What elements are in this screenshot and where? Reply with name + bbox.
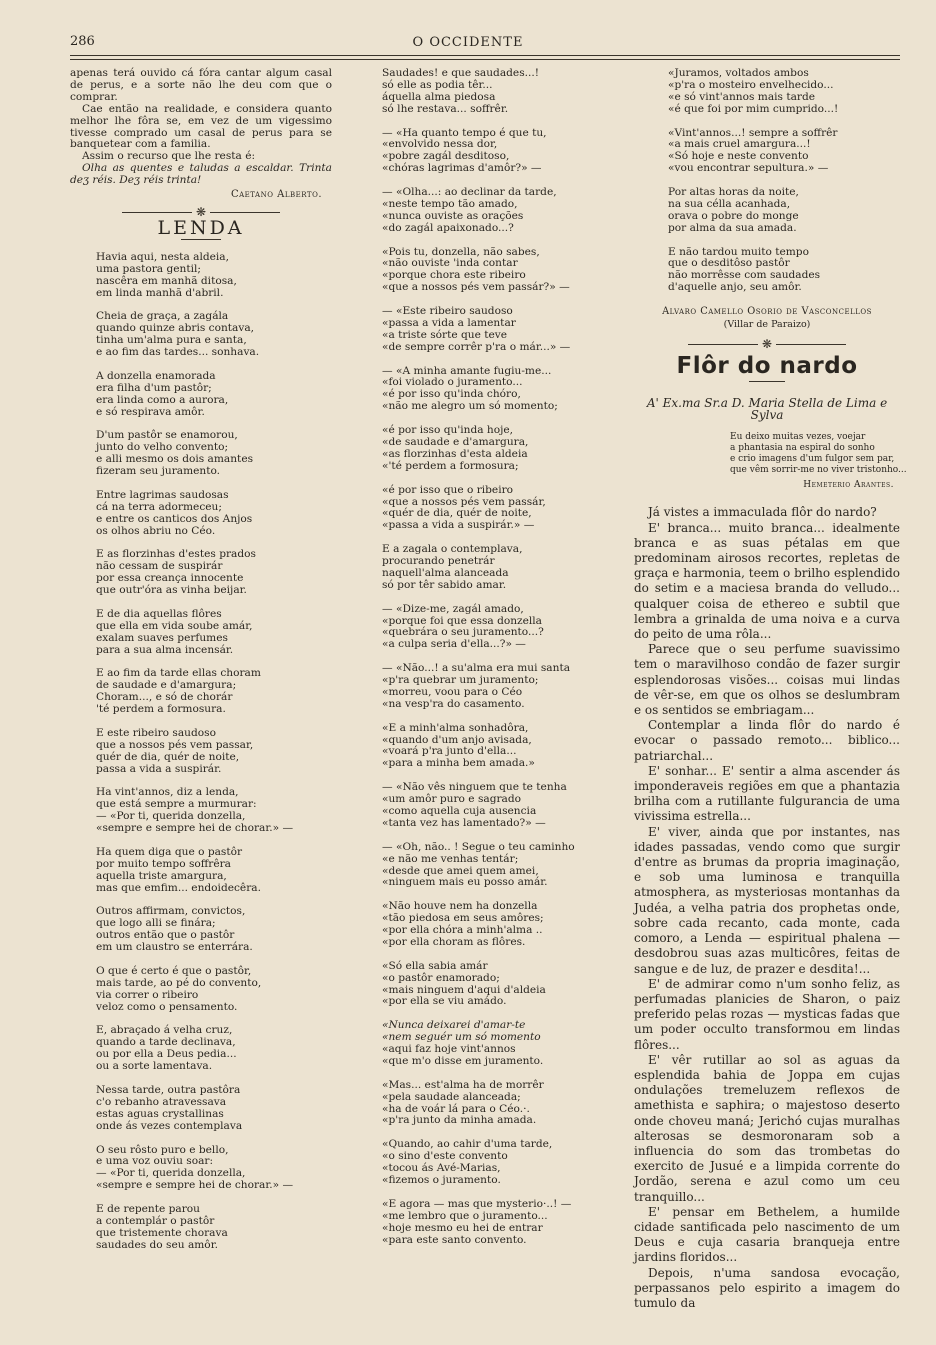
- verse-line: E de repente parou: [96, 1203, 200, 1216]
- verse-line: «como aquella cuja ausencia: [382, 805, 537, 817]
- verse-line: fizeram seu juramento.: [96, 465, 221, 478]
- verse-line: outros então que o pastôr: [96, 929, 235, 942]
- stanza: [70, 728, 332, 776]
- verse-line: «'té perdem a formosura;: [382, 459, 519, 472]
- verse-line: «p'ra o mosteiro envelhecido...: [668, 78, 834, 91]
- verse-line: E a zagala o contemplava,: [382, 543, 523, 556]
- verse-line: «E agora — mas que mysterio·..! —: [382, 1197, 572, 1210]
- verse-line: aquella triste amargura,: [96, 869, 227, 882]
- verse-line: — «Por ti, querida donzella,: [96, 1167, 246, 1180]
- title-rule: [181, 239, 221, 240]
- verse-line: «um amôr puro e sagrado: [382, 793, 522, 806]
- verse-line: E este ribeiro saudoso: [96, 726, 216, 739]
- header-rule: [70, 55, 900, 56]
- paragraph: Assim o recurso que lhe resta é:: [82, 150, 256, 163]
- verse-line: «o pastôr enamorado;: [382, 971, 500, 984]
- verse-line: «é por isso que o ribeiro: [382, 483, 514, 496]
- stanza: [70, 430, 332, 478]
- verse-line: — «A minha amante fugiu-me...: [382, 364, 552, 377]
- stanza: [70, 1025, 332, 1073]
- verse-line: — «Olha...: ao declinar da tarde,: [382, 186, 557, 199]
- verse-line: áquella alma piedosa: [382, 90, 496, 103]
- poem-author-place: (Villar de Paraizo): [723, 318, 811, 330]
- verse-line: e ao fim das tardes... sonhava.: [96, 346, 260, 359]
- verse-line: Ha vint'annos, diz a lenda,: [96, 786, 239, 799]
- verse-line: «quando d'um anjo avisada,: [382, 733, 532, 746]
- verse-line: «Pois tu, donzella, não sabes,: [382, 245, 540, 258]
- verse-line: «neste tempo tão amado,: [382, 197, 518, 210]
- verse-line: «tão piedosa em seus amôres;: [382, 912, 544, 925]
- stanza: [70, 668, 332, 716]
- page-number: 286: [70, 34, 95, 49]
- verse-line: E as florzinhas d'estes prados: [96, 548, 256, 561]
- verse-line: saudades do seu amôr.: [96, 1238, 218, 1251]
- verse-line: «que a nossos pés vem passár?» —: [382, 281, 570, 294]
- verse-line: «E a minh'alma sonhadôra,: [382, 721, 529, 734]
- verse-line: não cessam de suspirár: [96, 560, 223, 573]
- verse-line: «mais ninguem d'aqui d'aldeia: [382, 983, 546, 996]
- verse-line: que tristemente chorava: [96, 1226, 228, 1239]
- stanza: [70, 1204, 332, 1252]
- stanza: [70, 371, 332, 419]
- verse-line: — «Oh, não.. ! Segue o teu caminho: [382, 840, 575, 853]
- verse-line: «hoje mesmo eu hei de entrar: [382, 1221, 543, 1234]
- verse-line: não morrêsse com saudades: [668, 269, 821, 282]
- verse-line: «ha de voár lá para o Céo.·.: [382, 1102, 530, 1115]
- verse-line: via correr o ribeiro: [96, 988, 199, 1001]
- verse-line: «a triste sórte que teve: [382, 328, 507, 341]
- verse-line: «na vesp'ra do casamento.: [382, 697, 525, 710]
- column-middle: [368, 68, 598, 1258]
- verse-line: orava o pobre do monge: [668, 209, 799, 222]
- verse-line: «por ella choram as flôres.: [382, 935, 526, 948]
- verse-line: d'aquelle anjo, seu amôr.: [668, 281, 802, 294]
- stanza: [368, 366, 598, 414]
- verse-line: só lhe restava... soffrêr.: [382, 102, 509, 115]
- column-right: [634, 67, 907, 1311]
- journal-title: O OCCIDENTE: [412, 35, 524, 50]
- verse-line: Ha quem diga que o pastôr: [96, 845, 243, 858]
- verse-line: «envolvido nessa dor,: [382, 138, 498, 151]
- stanza: [368, 1020, 598, 1068]
- verse-line: por essa creança innocente: [96, 572, 244, 585]
- verse-line: «passa a vida a suspirár.» —: [382, 519, 535, 532]
- verse-line: para a sua alma incensár.: [96, 643, 234, 656]
- verse-line: «por ella se viu amádo.: [382, 995, 507, 1008]
- stanza: [368, 961, 598, 1009]
- stanza: [368, 1199, 598, 1247]
- epigraph-line: Eu deixo muitas vezes, voejar: [730, 431, 866, 442]
- verse-line: «não ouviste 'inda contar: [382, 257, 518, 270]
- stanza: [368, 1139, 598, 1187]
- verse-line: — «Ha quanto tempo é que tu,: [382, 126, 547, 139]
- verse-line: Nessa tarde, outra pastôra: [96, 1084, 241, 1096]
- verse-line: Havia aqui, nesta aldeia,: [96, 250, 229, 263]
- verse-line: «a culpa seria d'ella...?» —: [382, 638, 526, 651]
- verse-line: «voará p'ra junto d'ella...: [382, 745, 517, 758]
- verse-line: Saudades! e que saudades...!: [382, 67, 540, 79]
- stanza: [70, 787, 332, 835]
- paragraph: Já vistes a immaculada flôr do nardo?: [648, 505, 877, 520]
- verse-line: «as florzinhas d'esta aldeia: [382, 447, 528, 460]
- verse-line: a contemplár o pastôr: [96, 1214, 215, 1227]
- verse-line: ou por ella a Deus pedia...: [96, 1048, 237, 1061]
- verse-line: e alli mesmo os dois amantes: [96, 453, 254, 466]
- verse-line: era linda como a aurora,: [96, 393, 229, 406]
- verse-line: que logo alli se finára;: [96, 917, 216, 930]
- verse-line: «é que foi por mim cumprido...!: [668, 102, 839, 115]
- epigraph-line: que vêm sorrir-me no viver tristonho...: [730, 464, 907, 475]
- verse-line: «por ella chóra a minh'alma ..: [382, 924, 543, 937]
- verse-line: «que a nossos pés vem passár,: [382, 495, 546, 508]
- verse-line: os olhos abriu no Céo.: [96, 524, 216, 537]
- verse-line: «Nunca deixarei d'amar-te: [382, 1019, 526, 1032]
- verse-line: «Juramos, voltados ambos: [668, 67, 809, 79]
- verse-line: «pela saudade alanceada;: [382, 1090, 521, 1103]
- paragraph: E' branca... muito branca... idealmente branca e as suas pétalas em que predominam airosos recortes, repletas de graça e harmonia, teem o brilho esplendido do setim e a maciesa branda do velludo... qualquer coisa de ethereo e subtil que lembra a grinalda de uma noiva e a curva do peito de uma rôla...: [634, 520, 900, 642]
- verse-line: que está sempre a murmurar:: [96, 798, 257, 811]
- verse-line: «quér de dia, quér de noite,: [382, 507, 532, 520]
- verse-line: «p'ra quebrar um juramento;: [382, 674, 539, 687]
- verse-line: por muito tempo soffrêra: [96, 857, 232, 870]
- verse-line: «foi violado o juramento...: [382, 376, 523, 389]
- verse-line: «vou encontrar sepultura.» —: [668, 162, 829, 175]
- stanza: [368, 68, 598, 116]
- column-left: [70, 68, 332, 1264]
- verse-line: E, abraçado á velha cruz,: [96, 1024, 233, 1037]
- stanza: [70, 1085, 332, 1133]
- verse-line: 'té perdem a formosura.: [96, 703, 226, 716]
- epigraph: [730, 431, 907, 476]
- verse-line: O seu rôsto puro e bello,: [96, 1143, 229, 1156]
- stanza: [368, 187, 598, 235]
- verse-line: tinha um'alma pura e santa,: [96, 334, 247, 347]
- verse-line: O que é certo é que o pastôr,: [96, 964, 252, 977]
- verse-line: A donzella enamorada: [96, 369, 216, 382]
- fleuron-ornament: ❋: [70, 207, 332, 219]
- verse-line: «aqui faz hoje vint'annos: [382, 1043, 516, 1056]
- verse-line: «Só ella sabia amár: [382, 959, 488, 972]
- paragraph: Contemplar a linda flôr do nardo é evocar o passado remoto... biblico... patriarchal...: [634, 718, 900, 763]
- stanza: [70, 609, 332, 657]
- verse-line: que ella em vida soube amár,: [96, 619, 253, 632]
- verse-line: quando a tarde declinava,: [96, 1036, 236, 1049]
- verse-line: estas aguas crystallinas: [96, 1107, 224, 1120]
- verse-line: «me lembro que o juramento...: [382, 1209, 548, 1222]
- verse-line: E ao fim da tarde ellas choram: [96, 667, 261, 680]
- verse-line: — «Por ti, querida donzella,: [96, 810, 246, 823]
- verse-line: quér de dia, quér de noite,: [96, 750, 240, 763]
- stanza: [70, 847, 332, 895]
- article-body: [634, 505, 900, 1311]
- verse-line: «Quando, ao cahir d'uma tarde,: [382, 1138, 553, 1151]
- verse-line: «morreu, voou para o Céo: [382, 685, 523, 698]
- paragraph-italic: Olha as quentes e taludas a escaldar. Trinta deʒ réis. Deʒ réis trinta!: [70, 162, 332, 187]
- poem-title: LENDA: [157, 216, 245, 239]
- verse-line: e entre os canticos dos Anjos: [96, 512, 253, 525]
- verse-line: «a mais cruel amargura...!: [668, 138, 811, 151]
- verse-line: «Vint'annos...! sempre a soffrêr: [668, 126, 838, 139]
- verse-line: de saudade e d'amargura;: [96, 679, 237, 692]
- verse-line: «de sempre corrêr p'ra o már...» —: [382, 340, 571, 353]
- verse-line: «p'ra junto da minha amada.: [382, 1114, 537, 1127]
- stanza: [368, 128, 598, 176]
- stanza: [368, 842, 598, 890]
- stanza: [368, 247, 598, 295]
- verse-line: «tocou ás Avé-Marias,: [382, 1162, 501, 1175]
- verse-line: ou a sorte lamentava.: [96, 1060, 213, 1073]
- verse-line: «quebrára o seu juramento...?: [382, 626, 544, 639]
- verse-line: «Só hoje e neste convento: [668, 150, 809, 163]
- verse-line: «passa a vida a lamentar: [382, 316, 516, 329]
- verse-line: «é por isso qu'inda hoje,: [382, 424, 514, 437]
- verse-line: «nem seguér um só momento: [382, 1031, 541, 1044]
- title-rule: [749, 381, 785, 382]
- verse-line: — «Dize-me, zagál amado,: [382, 602, 524, 615]
- verse-line: que a nossos pés vem passar,: [96, 738, 254, 751]
- stanza: [70, 490, 332, 538]
- poem-body-ending: [634, 68, 900, 294]
- epigraph-signature: Hemeterio Arantes.: [803, 479, 894, 490]
- verse-line: «fizemos o juramento.: [382, 1174, 501, 1186]
- stanza: [70, 1145, 332, 1193]
- epigraph-line: a phantasia na espiral do sonho: [730, 442, 875, 453]
- verse-line: naquell'alma alanceada: [382, 566, 509, 579]
- fleuron-ornament: ❋: [634, 339, 900, 351]
- verse-line: — «Não vês ninguem que te tenha: [382, 781, 567, 794]
- stanza: [368, 663, 598, 711]
- verse-line: só por têr sabido amar.: [382, 578, 507, 591]
- verse-line: «chóras lagrimas d'amôr?» —: [382, 162, 542, 175]
- verse-line: «Mas... est'alma ha de morrêr: [382, 1078, 544, 1091]
- verse-line: «para este santo convento.: [382, 1233, 527, 1246]
- verse-line: «sempre e sempre hei de chorar.» —: [96, 1179, 294, 1192]
- verse-line: «porque chora este ribeiro: [382, 269, 526, 282]
- verse-line: cá na terra adormeceu;: [96, 500, 222, 513]
- verse-line: E não tardou muito tempo: [668, 245, 809, 258]
- verse-line: era filha d'um pastôr;: [96, 381, 212, 394]
- verse-line: — «Não...! a su'alma era mui santa: [382, 662, 571, 675]
- article-ending: [70, 68, 332, 187]
- verse-line: Por altas horas da noite,: [668, 186, 799, 199]
- paragraph: E' sonhar... E' sentir a alma ascender ás imponderaveis regiões em que a phantazia brilha com a rutillante fulgurancia de uma vivissima estrella...: [634, 763, 900, 824]
- verse-line: «desde que amei quem amei,: [382, 864, 539, 877]
- verse-line: só elle as podia têr...: [382, 78, 493, 91]
- stanza: [368, 485, 598, 533]
- verse-line: que o desditôso pastôr: [668, 257, 790, 270]
- stanza: [368, 604, 598, 652]
- paragraph: Cae então na realidade, e considera quanto melhor lhe fôra se, em vez de um vigessimo tivesse comprado um casal de perus para se banquetear com a familia.: [70, 102, 332, 151]
- paragraph: E' pensar em Bethelem, a humilde cidade santificada pelo nascimento de um Deus e cuja casaria branqueja entre jardins floridos...: [634, 1204, 900, 1265]
- verse-line: E de dia aquellas flôres: [96, 607, 222, 620]
- verse-line: e só respirava amôr.: [96, 405, 205, 418]
- verse-line: procurando penetrár: [382, 555, 495, 568]
- verse-line: que outr'óra as vinha beijar.: [96, 584, 247, 597]
- verse-line: «pobre zagál desditoso,: [382, 150, 510, 163]
- verse-line: «o sino d'este convento: [382, 1150, 508, 1163]
- stanza: [70, 906, 332, 954]
- verse-line: «é por isso qu'inda chóro,: [382, 388, 521, 401]
- author-signature: Caetano Alberto.: [230, 189, 322, 201]
- verse-line: «não me alegro um só momento;: [382, 400, 558, 413]
- verse-line: em um claustro se enterrára.: [96, 941, 253, 954]
- verse-line: «de saudade e d'amargura,: [382, 436, 529, 448]
- stanza: [368, 425, 598, 473]
- verse-line: «para a minha bem amada.»: [382, 757, 535, 770]
- poem-body-continued: [368, 68, 598, 1246]
- verse-line: D'um pastôr se enamorou,: [96, 429, 238, 442]
- stanza: [634, 187, 900, 235]
- poem-author-signature: Alvaro Camello Osorio de Vasconcellos: [662, 306, 872, 318]
- verse-line: onde ás vezes contemplava: [96, 1119, 243, 1132]
- epigraph-line: e crio imagens d'um fulgor sem par,: [730, 453, 895, 464]
- header-rule-thin: [70, 59, 900, 60]
- verse-line: nascêra em manhã ditosa,: [96, 274, 237, 287]
- verse-line: «do zagál apaixonado...?: [382, 221, 514, 234]
- stanza: [368, 723, 598, 771]
- verse-line: c'o rebanho atravessava: [96, 1095, 227, 1108]
- stanza: [368, 782, 598, 830]
- paragraph: Parece que o seu perfume suavissimo tem o maravilhoso condão de fazer surgir esplendorosas visões... coisas mui lindas de vêr-se, em que os olhos se deslumbram e os sentidos se embriagam...: [634, 642, 900, 718]
- verse-line: quando quinze abris contava,: [96, 322, 255, 335]
- paragraph: Depois, n'uma sandosa evocação, perpassanos pelo espirito a imagem do tumulo da: [634, 1265, 900, 1310]
- paragraph: E' vêr rutillar ao sol as aguas da esplendida bahia de Joppa em cujas ondulações tremeluzem reflexos de amethista e saphira; o majestoso deserto onde choveu maná; Jerichó cujas muralhas alterosas se desmoronaram sob a influencia do som das trombetas do exercito de Jusué e a limpida corrente do Jordão, serena e azul como um ceu tranquillo...: [634, 1052, 900, 1204]
- verse-line: uma pastora gentil;: [96, 262, 201, 275]
- stanza: [70, 549, 332, 597]
- paragraph: E' viver, ainda que por instantes, nas idades passadas, vendo como que surgir d'entre as brumas da propria imaginação, e sob uma luminosa e tranquilla atmosphera, as mysteriosas montanhas da Judéa, a velha patria dos prophetas onde, sobre cada recanto, cada monte, cada comoro, a Lenda — espiritual phalena — desdobrou suas azas multicôres, feitas de sangue e de luz, de prazer e desdita!...: [634, 824, 900, 976]
- stanza: [634, 68, 900, 116]
- verse-line: «porque foi que essa donzella: [382, 614, 542, 627]
- stanza: [70, 966, 332, 1014]
- stanza: [70, 252, 332, 300]
- verse-line: Choram..., e só de chorár: [96, 691, 233, 704]
- verse-line: passa a vida a suspirár.: [96, 762, 222, 775]
- verse-line: «e não me venhas tentár;: [382, 852, 519, 865]
- verse-line: na sua célla acanhada,: [668, 197, 791, 210]
- verse-line: Cheia de graça, a zagála: [96, 310, 229, 323]
- stanza: [70, 311, 332, 359]
- verse-line: mas que emfim... endoidecêra.: [96, 881, 261, 894]
- verse-line: mais tarde, ao pé do convento,: [96, 976, 262, 989]
- verse-line: «que m'o disse em juramento.: [382, 1054, 544, 1067]
- verse-line: «ninguem mais eu posso amár.: [382, 876, 548, 889]
- dedication: A' Ex.ma Sr.a D. Maria Stella de Lima e Sylva: [646, 395, 888, 422]
- verse-line: — «Este ribeiro saudoso: [382, 305, 513, 318]
- stanza: [368, 544, 598, 592]
- paragraph: apenas terá ouvido cá fóra cantar algum casal de perus, e a sorte não lhe deu com que o comprar.: [70, 67, 332, 103]
- poem-body: [70, 252, 332, 1252]
- verse-line: Entre lagrimas saudosas: [96, 488, 229, 501]
- verse-line: «tanta vez has lamentado?» —: [382, 816, 546, 829]
- stanza: [634, 128, 900, 176]
- verse-line: em linda manhã d'abril.: [96, 286, 224, 299]
- stanza: [368, 306, 598, 354]
- verse-line: junto do velho convento;: [96, 441, 229, 454]
- stanza: [368, 1080, 598, 1128]
- verse-line: Outros affirmam, convictos,: [96, 905, 246, 918]
- stanza: [368, 901, 598, 949]
- verse-line: por alma da sua amada.: [668, 221, 797, 234]
- stanza: [634, 247, 900, 295]
- paragraph: E' de admirar como n'um sonho feliz, as perfumadas planicies de Sharon, o paiz preferido pelas rozas — mysticas fadas que um poder occulto transformou em lindas flôres...: [634, 976, 900, 1052]
- article-title: Flôr do nardo: [676, 352, 858, 379]
- verse-line: «e só vint'annos mais tarde: [668, 90, 816, 103]
- verse-line: «sempre e sempre hei de chorar.» —: [96, 822, 294, 835]
- verse-line: veloz como o pensamento.: [96, 1000, 238, 1013]
- verse-line: exalam suaves perfumes: [96, 631, 228, 644]
- verse-line: «Não houve nem ha donzella: [382, 900, 538, 913]
- verse-line: «nunca ouviste as orações: [382, 209, 524, 222]
- verse-line: e uma voz ouviu soar:: [96, 1155, 214, 1168]
